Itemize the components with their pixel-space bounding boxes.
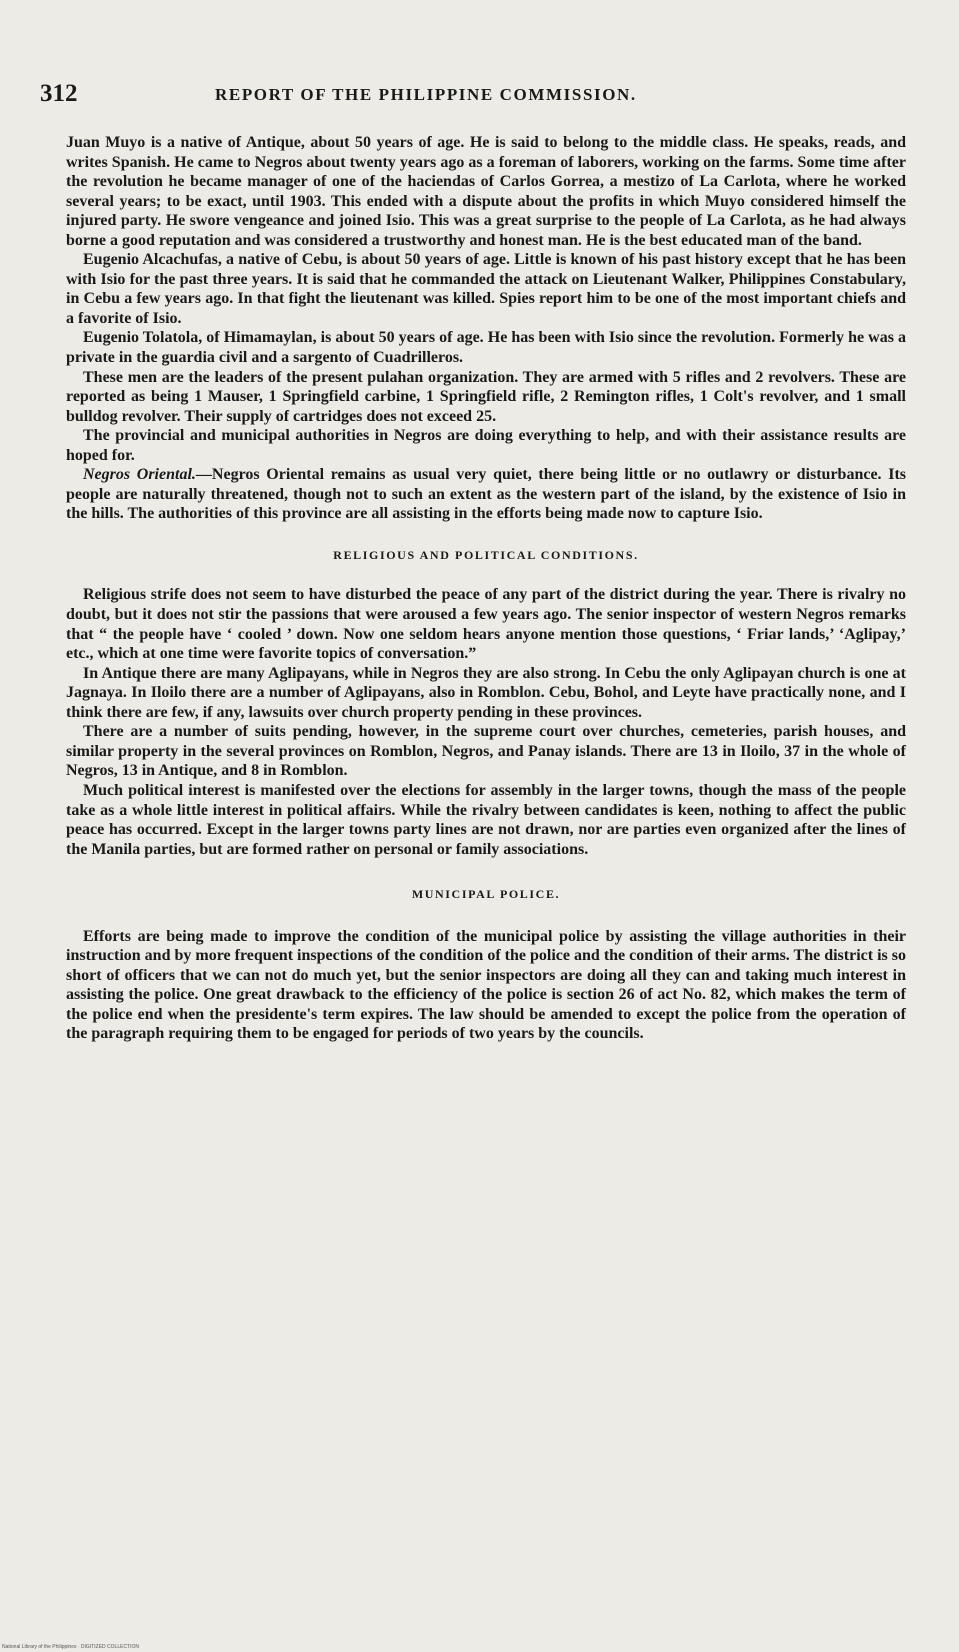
paragraph-eugenio-alcachufas: Eugenio Alcachufas, a native of Cebu, is about 50 years of age. Little is known of his past history except that he has been with Isio for the past three years. It is said that he commanded the attack on Lieutenant Walker, Philippines Constabulary, in Cebu a few years ago. In that fight the lieutenant was killed. Spies report him to be one of the most important chiefs and a favorite of Isio. — [66, 251, 906, 327]
paragraph-juan-muyo: Juan Muyo is a native of Antique, about 50 years of age. He is said to belong to the middle class. He speaks, reads, and writes Spanish. He came to Negros about twenty years ago as a foreman of laborers, working on the farms. Some time after the revolution he became manager of one of the haciendas of Carlos Gorrea, a mestizo of La Carlota, where he worked several years; to be exact, until 1903. This ended with a dispute about the profits in which Muyo considered himself the injured party. He swore vengeance and joined Isio. This was a great surprise to the people of La Carlota, as he had always borne a good reputation and was considered a trustworthy and honest man. He is the best educated man of the band. — [66, 134, 906, 249]
paragraph-negros-oriental-text: —Negros Oriental remains as usual very quiet, there being little or no outlawry or disturbance. Its people are naturally threatened, though not to such an extent as the western part of the island, by the existence of Isio in the hills. The authorities of this province are all assisting in the efforts being made now to capture Isio. — [66, 466, 906, 523]
paragraph-municipal-police: Efforts are being made to improve the condition of the municipal police by assisting the village authorities in their instruction and by more frequent inspections of the condition of the police and the condition of their arms. The district is so short of officers that we can not do much yet, but the senior inspectors are doing all they can and taking much interest in assisting the police. One great drawback to the efficiency of the police is section 26 of act No. 82, which makes the term of the police end when the presidente's term expires. The law should be amended to except the police from the operation of the paragraph requiring them to be engaged for periods of two years by the councils. — [66, 927, 906, 1043]
runin-heading: Negros Oriental. — [83, 466, 196, 484]
paragraph-religious-strife: Religious strife does not seem to have disturbed the peace of any part of the district during the year. There is rivalry no doubt, but it does not stir the passions that were aroused a few years ago. The senior inspector of western Negros remarks that “ the people have ‘ cooled ’ down. Now one seldom hears anyone mention those questions, ‘ Friar lands,’ ‘Aglipay,’ etc., which at one time were favorite topics of conversation.” — [66, 586, 906, 663]
paragraph-pulahan-leaders: These men are the leaders of the present pulahan organization. They are armed with 5 rifles and 2 revolvers. These are reported as being 1 Mauser, 1 Springfield carbine, 1 Springfield rifle, 2 Remington rifles, 1 Colt's revolver, and 1 small bulldog revolver. Their supply of cartridges does not exceed 25. — [66, 368, 906, 425]
paragraph-political-interest: Much political interest is manifested over the elections for assembly in the larger towns, though the mass of the people take as a whole little interest in political affairs. While the rivalry between candidates is keen, nothing to affect the public peace has occurred. Except in the larger towns party lines are not drawn, nor are parties even organized after the lines of the Manila parties, but are formed rather on personal or family associations. — [66, 781, 906, 858]
body-text — [66, 133, 906, 1044]
page-number: 312 — [40, 80, 78, 107]
paragraph-negros-oriental — [66, 465, 906, 524]
paragraph-authorities: The provincial and municipal authorities in Negros are doing everything to help, and with their assistance results are hoped for. — [66, 427, 906, 464]
footer-credit: National Library of the Philippines · DIGITIZED COLLECTION — [2, 1644, 139, 1650]
running-head: REPORT OF THE PHILIPPINE COMMISSION. — [215, 85, 637, 104]
section-heading-police: MUNICIPAL POLICE. — [411, 887, 561, 902]
paragraph-aglipayans: In Antique there are many Aglipayans, while in Negros they are also strong. In Cebu the only Aglipayan church is one at Jagnaya. In Iloilo there are a number of Aglipayans, also in Romblon. Cebu, Bohol, and Leyte have practically none, and I think there are few, if any, lawsuits over church property pending in these provinces. — [66, 664, 906, 721]
section-heading-religious: RELIGIOUS AND POLITICAL CONDITIONS. — [333, 547, 639, 562]
paragraph-suits-pending: There are a number of suits pending, however, in the supreme court over churches, cemeteries, parish houses, and similar property in the several provinces on Romblon, Negros, and Panay islands. There are 13 in Iloilo, 37 in the whole of Negros, 13 in Antique, and 8 in Romblon. — [66, 723, 906, 780]
page-header — [40, 80, 920, 114]
paragraph-eugenio-tolatola: Eugenio Tolatola, of Himamaylan, is about 50 years of age. He has been with Isio since the revolution. Formerly he was a private in the guardia civil and a sargento of Cuadrilleros. — [66, 329, 906, 367]
